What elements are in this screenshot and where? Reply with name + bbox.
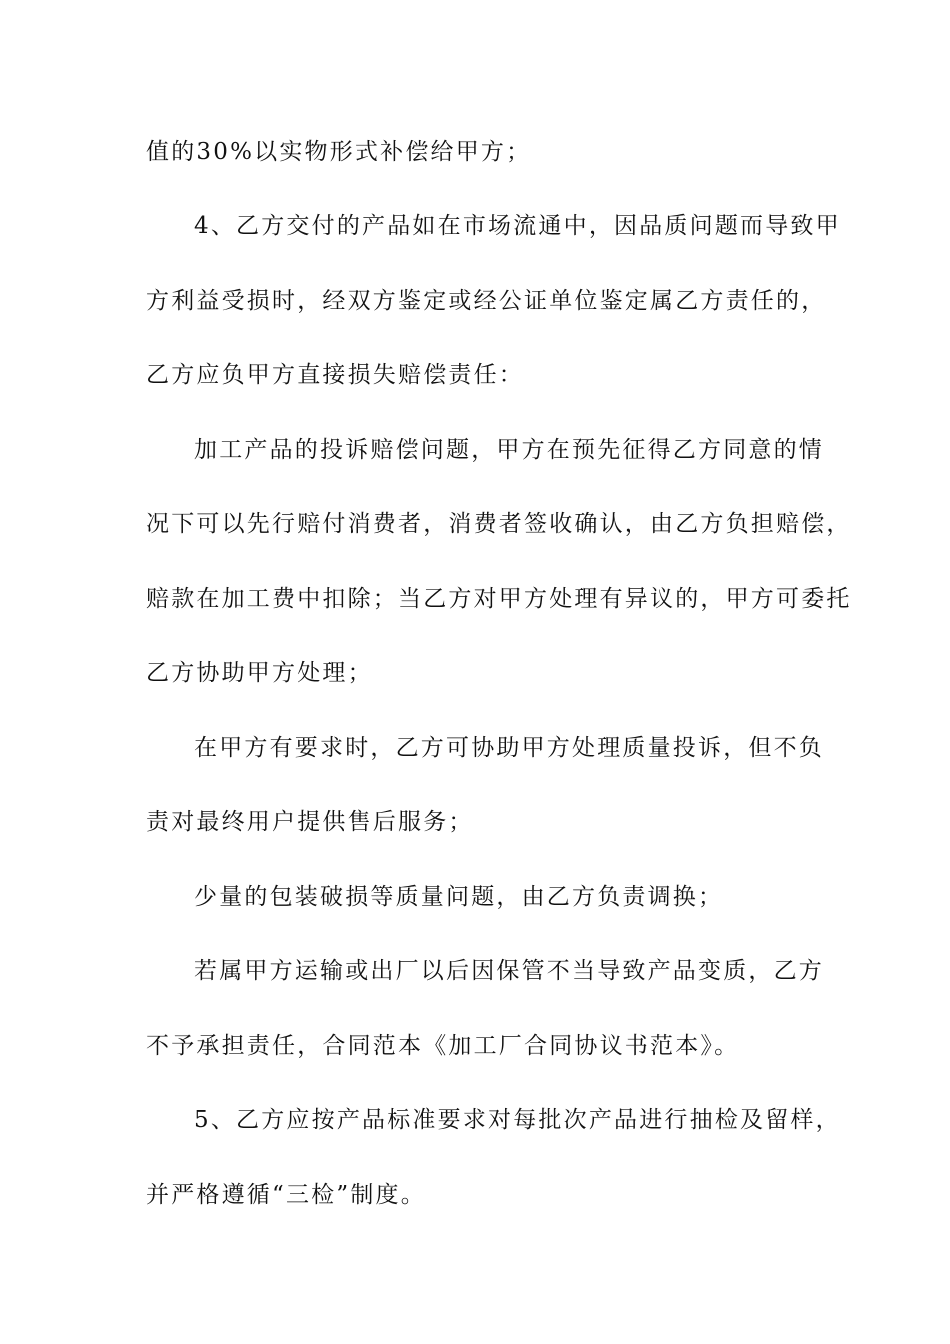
text-line: 加工产品的投诉赔偿问题，甲方在预先征得乙方同意的情 bbox=[194, 437, 824, 463]
text-line: 赔款在加工费中扣除；当乙方对甲方处理有异议的，甲方可委托 bbox=[146, 586, 852, 612]
text-line: 乙方协助甲方处理； bbox=[146, 660, 373, 686]
text-line: 4、乙方交付的产品如在市场流通中，因品质问题而导致甲 bbox=[194, 213, 841, 239]
text-line: 不予承担责任，合同范本《加工厂合同协议书范本》。 bbox=[146, 1033, 740, 1059]
text-line: 责对最终用户提供售后服务； bbox=[146, 809, 474, 835]
text-line: 在甲方有要求时，乙方可协助甲方处理质量投诉，但不负 bbox=[194, 735, 824, 761]
text-line: 乙方应负甲方直接损失赔偿责任： bbox=[146, 362, 524, 388]
text-line: 况下可以先行赔付消费者，消费者签收确认，由乙方负担赔偿， bbox=[146, 511, 852, 537]
text-line: 方利益受损时，经双方鉴定或经公证单位鉴定属乙方责任的， bbox=[146, 288, 827, 314]
text-line: 值的30%以实物形式补偿给甲方； bbox=[146, 139, 532, 165]
text-line: 少量的包装破损等质量问题，由乙方负责调换； bbox=[194, 884, 724, 910]
text-line: 5、乙方应按产品标准要求对每批次产品进行抽检及留样， bbox=[194, 1107, 841, 1133]
text-line: 若属甲方运输或出厂以后因保管不当导致产品变质，乙方 bbox=[194, 958, 824, 984]
text-line: 并严格遵循“三检”制度。 bbox=[146, 1182, 426, 1208]
